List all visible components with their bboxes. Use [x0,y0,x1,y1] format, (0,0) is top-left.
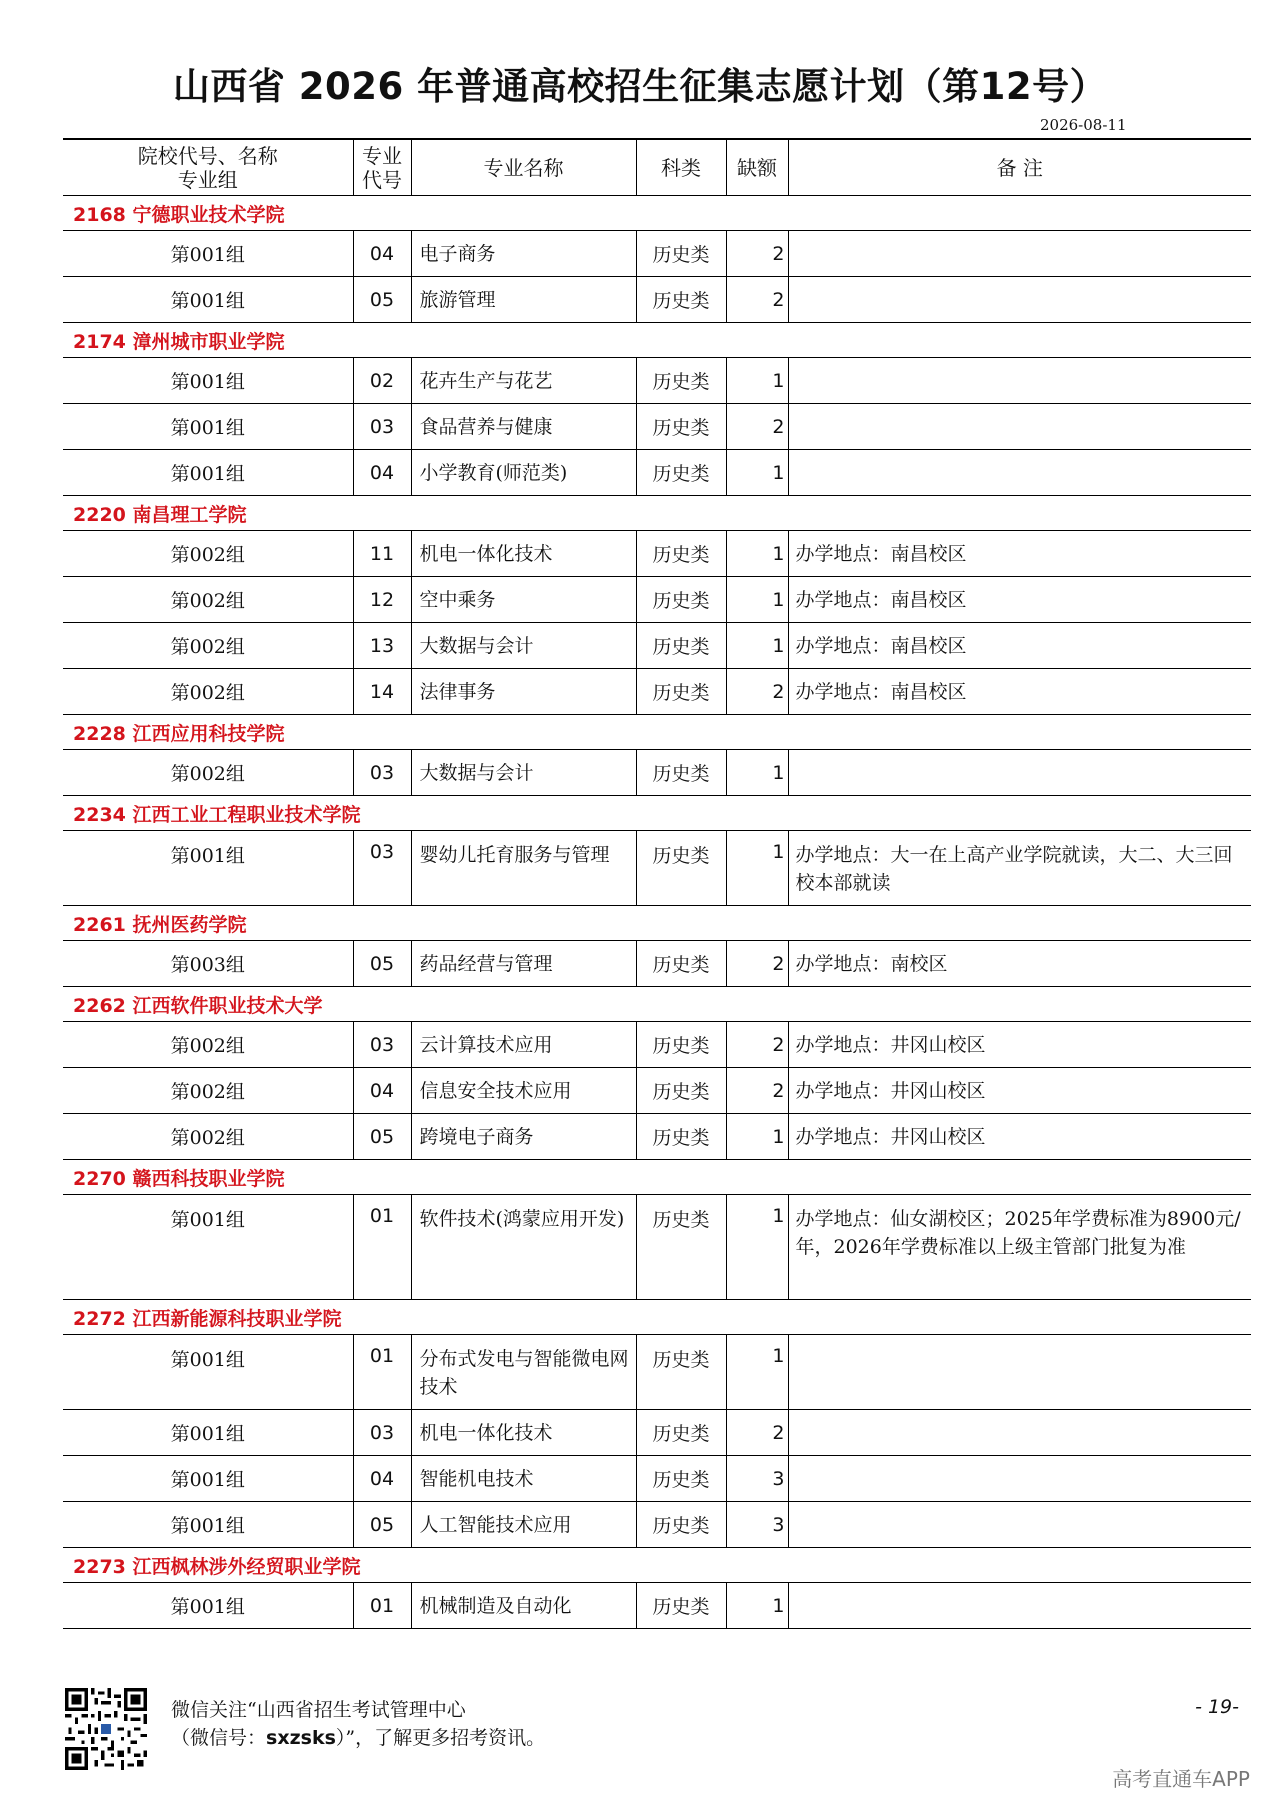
school-row [63,987,1251,1022]
quota-cell: 1 [726,1195,788,1300]
col-header-school-line1: 院校代号、名称 [137,143,278,168]
major-code-cell: 02 [353,358,411,404]
group-cell: 第001组 [63,358,353,404]
wechat-id: sxzsks [266,1727,336,1749]
col-header-school-line2: 专业组 [177,167,238,192]
school-row [63,796,1251,831]
school-name: 2220 南昌理工学院 [63,496,1251,531]
table-row [63,750,1251,796]
quota-cell: 2 [726,941,788,987]
major-code-cell: 01 [353,1583,411,1629]
major-code-cell: 03 [353,750,411,796]
table-row [63,277,1251,323]
category-cell: 历史类 [636,531,726,577]
category-cell: 历史类 [636,623,726,669]
school-name: 2234 江西工业工程职业技术学院 [63,796,1251,831]
major-name-cell: 智能机电技术 [411,1456,636,1502]
note-cell [788,404,1251,450]
school-row [63,1300,1251,1335]
major-name-cell: 机电一体化技术 [411,531,636,577]
school-row [63,715,1251,750]
major-code-cell: 05 [353,1114,411,1160]
category-cell: 历史类 [636,831,726,906]
table-row [63,404,1251,450]
major-code-cell: 03 [353,831,411,906]
qr-code-icon [65,1688,147,1770]
quota-cell: 2 [726,1022,788,1068]
major-name-cell: 分布式发电与智能微电网技术 [411,1335,636,1410]
note-cell: 办学地点：南昌校区 [788,531,1251,577]
table-row [63,831,1251,906]
major-code-cell: 01 [353,1195,411,1300]
col-header-major: 专业名称 [411,139,636,196]
plan-table-container [63,138,1251,1629]
major-name-cell: 婴幼儿托育服务与管理 [411,831,636,906]
note-cell [788,750,1251,796]
major-code-cell: 04 [353,450,411,496]
note-cell [788,358,1251,404]
group-cell: 第003组 [63,941,353,987]
major-code-cell: 11 [353,531,411,577]
group-cell: 第001组 [63,1410,353,1456]
category-cell: 历史类 [636,358,726,404]
category-cell: 历史类 [636,404,726,450]
major-code-cell: 14 [353,669,411,715]
school-name: 2262 江西软件职业技术大学 [63,987,1251,1022]
group-cell: 第002组 [63,531,353,577]
note-cell: 办学地点：井冈山校区 [788,1114,1251,1160]
quota-cell: 2 [726,404,788,450]
group-cell: 第002组 [63,669,353,715]
col-header-code-line1: 专业 [362,143,402,168]
note-cell: 办学地点：南昌校区 [788,669,1251,715]
table-row [63,531,1251,577]
footer-line2-prefix: （微信号： [171,1727,267,1749]
major-name-cell: 信息安全技术应用 [411,1068,636,1114]
major-name-cell: 法律事务 [411,669,636,715]
note-cell: 办学地点：南昌校区 [788,623,1251,669]
major-name-cell: 跨境电子商务 [411,1114,636,1160]
school-row [63,196,1251,231]
category-cell: 历史类 [636,1068,726,1114]
table-row [63,577,1251,623]
major-code-cell: 04 [353,1068,411,1114]
school-row [63,496,1251,531]
major-name-cell: 大数据与会计 [411,750,636,796]
major-code-cell: 01 [353,1335,411,1410]
major-name-cell: 电子商务 [411,231,636,277]
table-body [63,196,1251,1629]
col-header-school [63,139,353,196]
major-code-cell: 04 [353,1456,411,1502]
major-name-cell: 软件技术(鸿蒙应用开发) [411,1195,636,1300]
note-cell [788,1502,1251,1548]
note-cell: 办学地点：南校区 [788,941,1251,987]
table-row [63,1502,1251,1548]
category-cell: 历史类 [636,750,726,796]
category-cell: 历史类 [636,669,726,715]
table-row [63,1195,1251,1300]
quota-cell: 1 [726,1335,788,1410]
group-cell: 第001组 [63,450,353,496]
quota-cell: 1 [726,1583,788,1629]
category-cell: 历史类 [636,941,726,987]
category-cell: 历史类 [636,1114,726,1160]
quota-cell: 1 [726,623,788,669]
table-row [63,450,1251,496]
footer-text [171,1696,545,1752]
major-name-cell: 大数据与会计 [411,623,636,669]
col-header-code [353,139,411,196]
major-code-cell: 13 [353,623,411,669]
table-header [63,139,1251,196]
table-row [63,1068,1251,1114]
school-row [63,1160,1251,1195]
table-row [63,1410,1251,1456]
quota-cell: 3 [726,1456,788,1502]
major-code-cell: 04 [353,231,411,277]
quota-cell: 1 [726,750,788,796]
table-row [63,669,1251,715]
quota-cell: 1 [726,831,788,906]
major-code-cell: 05 [353,1502,411,1548]
watermark: 高考直通车APP [1112,1767,1250,1791]
page-footer [63,1688,1251,1778]
plan-table [63,138,1251,1629]
group-cell: 第002组 [63,1022,353,1068]
note-cell: 办学地点：井冈山校区 [788,1022,1251,1068]
group-cell: 第001组 [63,1502,353,1548]
note-cell [788,277,1251,323]
category-cell: 历史类 [636,1335,726,1410]
quota-cell: 2 [726,277,788,323]
major-code-cell: 03 [353,1410,411,1456]
group-cell: 第002组 [63,1114,353,1160]
col-header-note: 备 注 [788,139,1251,196]
note-cell: 办学地点：仙女湖校区；2025年学费标准为8900元/年，2026年学费标准以上级主管部门批复为准 [788,1195,1251,1300]
category-cell: 历史类 [636,1583,726,1629]
group-cell: 第001组 [63,1335,353,1410]
major-name-cell: 空中乘务 [411,577,636,623]
table-row [63,1335,1251,1410]
table-row [63,1114,1251,1160]
group-cell: 第001组 [63,231,353,277]
table-row [63,358,1251,404]
category-cell: 历史类 [636,1502,726,1548]
note-cell: 办学地点：南昌校区 [788,577,1251,623]
school-name: 2228 江西应用科技学院 [63,715,1251,750]
major-name-cell: 花卉生产与花艺 [411,358,636,404]
school-name: 2174 漳州城市职业学院 [63,323,1251,358]
table-row [63,1583,1251,1629]
category-cell: 历史类 [636,231,726,277]
quota-cell: 3 [726,1502,788,1548]
table-row [63,623,1251,669]
table-row [63,1456,1251,1502]
major-name-cell: 人工智能技术应用 [411,1502,636,1548]
major-name-cell: 机电一体化技术 [411,1410,636,1456]
major-code-cell: 05 [353,941,411,987]
quota-cell: 1 [726,1114,788,1160]
note-cell [788,231,1251,277]
group-cell: 第001组 [63,404,353,450]
major-code-cell: 03 [353,404,411,450]
note-cell [788,1583,1251,1629]
quota-cell: 2 [726,231,788,277]
group-cell: 第001组 [63,277,353,323]
quota-cell: 2 [726,669,788,715]
school-row [63,323,1251,358]
group-cell: 第002组 [63,750,353,796]
major-name-cell: 药品经营与管理 [411,941,636,987]
school-name: 2273 江西枫林涉外经贸职业学院 [63,1548,1251,1583]
footer-line2-suffix: ）”，了解更多招考资讯。 [335,1727,546,1749]
group-cell: 第002组 [63,577,353,623]
category-cell: 历史类 [636,450,726,496]
table-row [63,231,1251,277]
quota-cell: 1 [726,358,788,404]
school-name: 2270 赣西科技职业学院 [63,1160,1251,1195]
col-header-category: 科类 [636,139,726,196]
category-cell: 历史类 [636,1022,726,1068]
school-name: 2168 宁德职业技术学院 [63,196,1251,231]
group-cell: 第001组 [63,1456,353,1502]
major-name-cell: 机械制造及自动化 [411,1583,636,1629]
table-row [63,941,1251,987]
note-cell [788,1335,1251,1410]
major-name-cell: 旅游管理 [411,277,636,323]
col-header-quota: 缺额 [726,139,788,196]
quota-cell: 1 [726,531,788,577]
note-cell [788,450,1251,496]
note-cell: 办学地点：井冈山校区 [788,1068,1251,1114]
group-cell: 第001组 [63,831,353,906]
school-row [63,906,1251,941]
group-cell: 第001组 [63,1195,353,1300]
note-cell: 办学地点：大一在上高产业学院就读，大二、大三回校本部就读 [788,831,1251,906]
group-cell: 第002组 [63,1068,353,1114]
major-code-cell: 03 [353,1022,411,1068]
footer-line2 [171,1724,545,1752]
quota-cell: 1 [726,577,788,623]
major-name-cell: 云计算技术应用 [411,1022,636,1068]
category-cell: 历史类 [636,577,726,623]
quota-cell: 2 [726,1410,788,1456]
category-cell: 历史类 [636,277,726,323]
note-cell [788,1410,1251,1456]
page-title: 山西省 2026 年普通高校招生征集志愿计划（第12号） [172,65,1108,108]
page-number: - 19- [1195,1696,1239,1718]
school-name: 2261 抚州医药学院 [63,906,1251,941]
col-header-code-line2: 代号 [362,167,402,192]
publish-date: 2026-08-11 [1040,116,1127,134]
category-cell: 历史类 [636,1456,726,1502]
quota-cell: 1 [726,450,788,496]
major-name-cell: 小学教育(师范类) [411,450,636,496]
major-code-cell: 12 [353,577,411,623]
major-name-cell: 食品营养与健康 [411,404,636,450]
major-code-cell: 05 [353,277,411,323]
category-cell: 历史类 [636,1195,726,1300]
group-cell: 第002组 [63,623,353,669]
note-cell [788,1456,1251,1502]
group-cell: 第001组 [63,1583,353,1629]
footer-line1: 微信关注“山西省招生考试管理中心 [171,1699,466,1721]
table-row [63,1022,1251,1068]
quota-cell: 2 [726,1068,788,1114]
category-cell: 历史类 [636,1410,726,1456]
school-name: 2272 江西新能源科技职业学院 [63,1300,1251,1335]
school-row [63,1548,1251,1583]
